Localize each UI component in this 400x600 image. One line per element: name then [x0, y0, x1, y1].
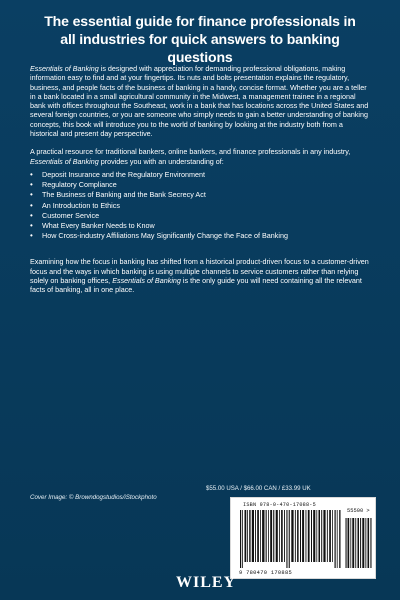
resource-book-title: Essentials of Banking — [30, 156, 99, 166]
topic-list — [30, 170, 372, 241]
book-title: Essentials of Banking — [30, 64, 99, 73]
cover-copy — [30, 64, 372, 295]
resource-text-before: A practical resource for traditional bankers, online bankers, and finance professionals in any industry, — [30, 147, 351, 157]
closing-paragraph — [30, 257, 372, 294]
topic-item: • The Business of Banking and the Bank Secrecy Act — [30, 190, 372, 200]
publisher-logo: WILEY — [176, 574, 237, 591]
price-line: $55.00 USA / $66.00 CAN / £33.99 UK — [206, 485, 311, 492]
barcode-icon — [239, 510, 342, 568]
topic-item: • Deposit Insurance and the Regulatory Environment — [30, 170, 372, 180]
topic-item: • An Introduction to Ethics — [30, 201, 372, 211]
closing-text-after: is the only guide you will need containing all the relevant facts of banking, all in one place. — [30, 275, 362, 295]
cover-credit: Cover Image: © Browndogstudios/iStockphoto — [30, 494, 157, 501]
resource-paragraph — [30, 147, 372, 166]
closing-book-title: Essentials of Banking — [112, 275, 181, 285]
resource-text-after: provides you with an understanding of: — [98, 156, 224, 166]
topic-item: • Customer Service — [30, 211, 372, 221]
addon-digits: 55500 > — [347, 508, 370, 514]
intro-text: is designed with appreciation for demanding professional obligations, making information easy to find and at your fingertips. Its nuts and bolts presentation explains the regulatory, business, and people facts of the business of banking in a handy, concise format. Whether you are a teller in a bank located in a small agricultural community in the Midwest, a management trainee in a regional bank with offices throughout the Southeast, work in a bank that has locations across the United States and several foreign countries, or you are someone who simply needs to gain a better understanding of banking concepts, this book will introduce you to the world of banking by looking at the industry both from a historical and present day perspective. — [30, 64, 369, 139]
isbn-text: ISBN 978-0-470-17088-5 — [243, 502, 316, 508]
headline: The essential guide for finance professionals in all industries for quick answers to banking questions — [44, 13, 356, 65]
topic-item: • Regulatory Compliance — [30, 180, 372, 190]
ean-digits: 9 780470 170885 — [239, 570, 293, 576]
barcode-panel — [230, 497, 376, 579]
topic-item: • What Every Banker Needs to Know — [30, 221, 372, 231]
topic-item: • How Cross-industry Affiliations May Significantly Change the Face of Banking — [30, 231, 372, 241]
closing-text-before: Examining how the focus in banking has shifted from a historical product-driven focus to a customer-driven focus and the ways in which banking is using multiple channels to service customers rather than relying solely on banking offices, — [30, 257, 369, 285]
barcode-addon-icon — [345, 518, 373, 568]
intro-paragraph — [30, 64, 372, 138]
